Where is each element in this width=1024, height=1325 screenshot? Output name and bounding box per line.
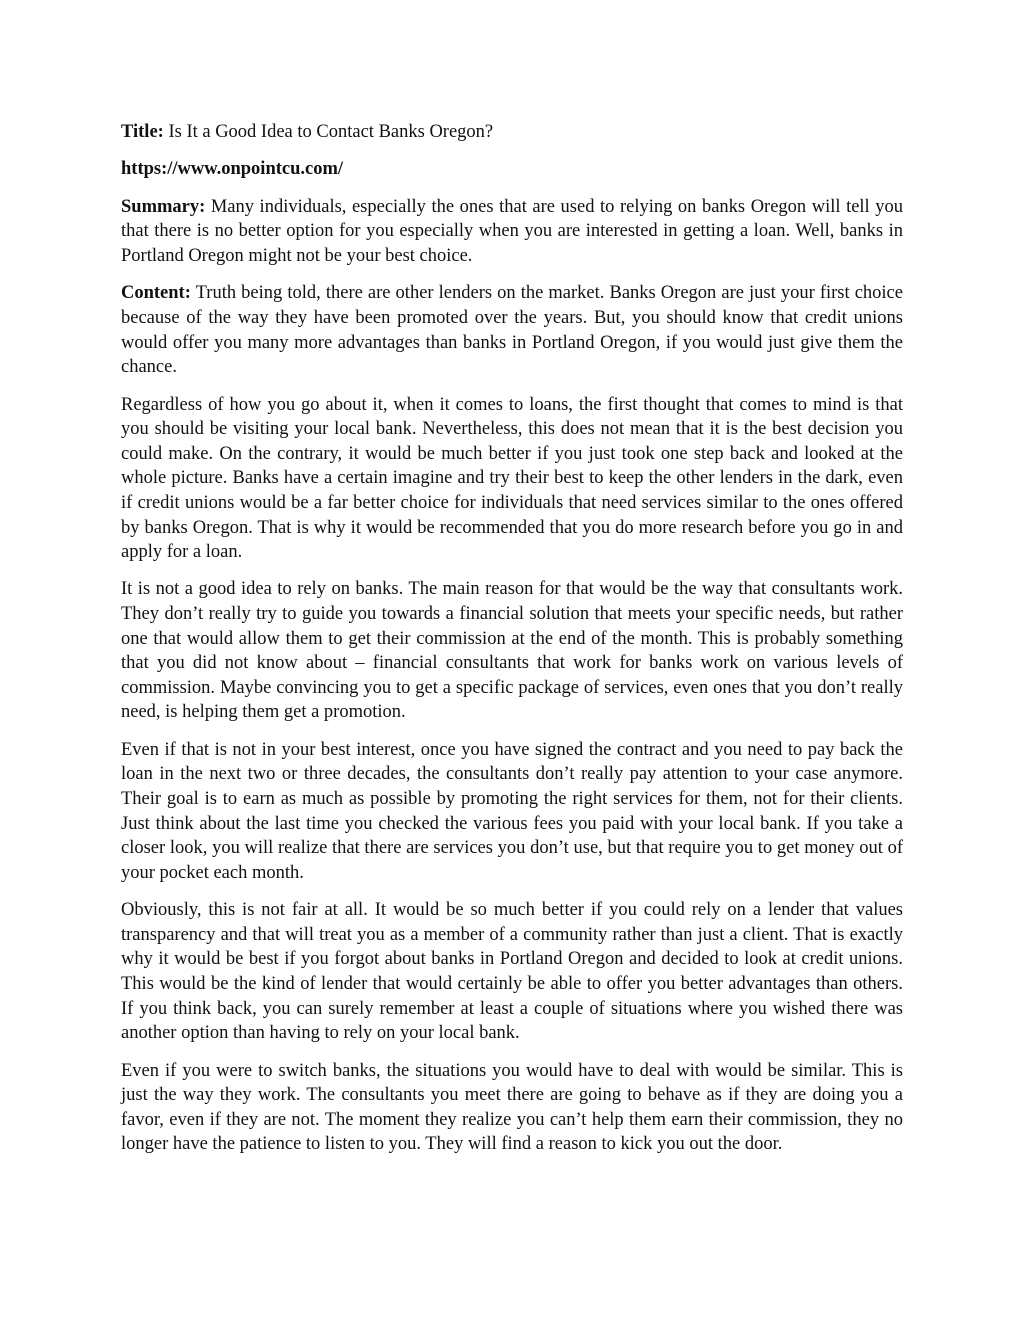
- summary-label: Summary:: [121, 196, 206, 217]
- summary-paragraph: [121, 195, 903, 269]
- body-paragraph: It is not a good idea to rely on banks. The main reason for that would be the way that consultants work. They don’t really try to guide you towards a financial solution that meets your specific needs, but rather one that would allow them to get their commission at the end of the month. This is probably something that you did not know about – financial consultants that work for banks work on various levels of commission. Maybe convincing you to get a specific package of services, even ones that you don’t really need, is helping them get a promotion.: [121, 579, 903, 723]
- body-paragraph: Regardless of how you go about it, when it comes to loans, the first thought that comes to mind is that you should be visiting your local bank. Nevertheless, this does not mean that it is the best decision you could make. On the contrary, it would be much better if you just took one step back and looked at the whole picture. Banks have a certain imagine and try their best to keep the other lenders in the dark, even if credit unions would be a far better choice for individuals that need services similar to the ones offered by banks Oregon. That is why it would be recommended that you do more research before you go in and apply for a loan.: [121, 394, 903, 563]
- title-text: Is It a Good Idea to Contact Banks Oregon?: [168, 122, 494, 142]
- title-line: [121, 120, 903, 145]
- body-paragraph: Even if that is not in your best interest, once you have signed the contract and you need to pay back the loan in the next two or three decades, the consultants don’t really pay attention to your case anymore. Their goal is to earn as much as possible by promoting the right services for them, not for their clients. Just think about the last time you checked the various fees you paid with your local bank. If you take a closer look, you will realize that there are services you don’t use, but that require you to get money out of your pocket each month.: [121, 739, 903, 883]
- title-label: Title:: [121, 122, 164, 142]
- content-paragraph: [121, 281, 903, 379]
- source-url[interactable]: https://www.onpointcu.com/: [121, 159, 344, 180]
- body-paragraph: Obviously, this is not fair at all. It would be so much better if you could rely on a lender that values transparency and that will treat you as a member of a community rather than just a client. That is exactly why it would be best if you forgot about banks in Portland Oregon and decided to look at credit unions. This would be the kind of lender that would certainly be able to offer you better advantages than others. If you think back, you can surely remember at least a couple of situations where you wished there was another option than having to rely on your local bank.: [121, 900, 903, 1044]
- content-label: Content:: [121, 283, 191, 304]
- document-page: [121, 120, 903, 1170]
- content-text: Truth being told, there are other lenders on the market. Banks Oregon are just your first choice because of the way they have been promoted over the years. But, you should know that credit unions would offer you many more advantages than banks in Portland Oregon, if you would just give them the chance.: [121, 283, 903, 378]
- body-paragraph: Even if you were to switch banks, the situations you would have to deal with would be similar. This is just the way they work. The consultants you meet there are going to behave as if they are doing you a favor, even if they are not. The moment they realize you can’t help them earn their commission, they no longer have the patience to listen to you. They will find a reason to kick you out the door.: [121, 1060, 903, 1155]
- summary-text: Many individuals, especially the ones that are used to relying on banks Oregon will tell you that there is no better option for you especially when you are interested in getting a loan. Well, banks in Portland Oregon might not be your best choice.: [121, 196, 904, 266]
